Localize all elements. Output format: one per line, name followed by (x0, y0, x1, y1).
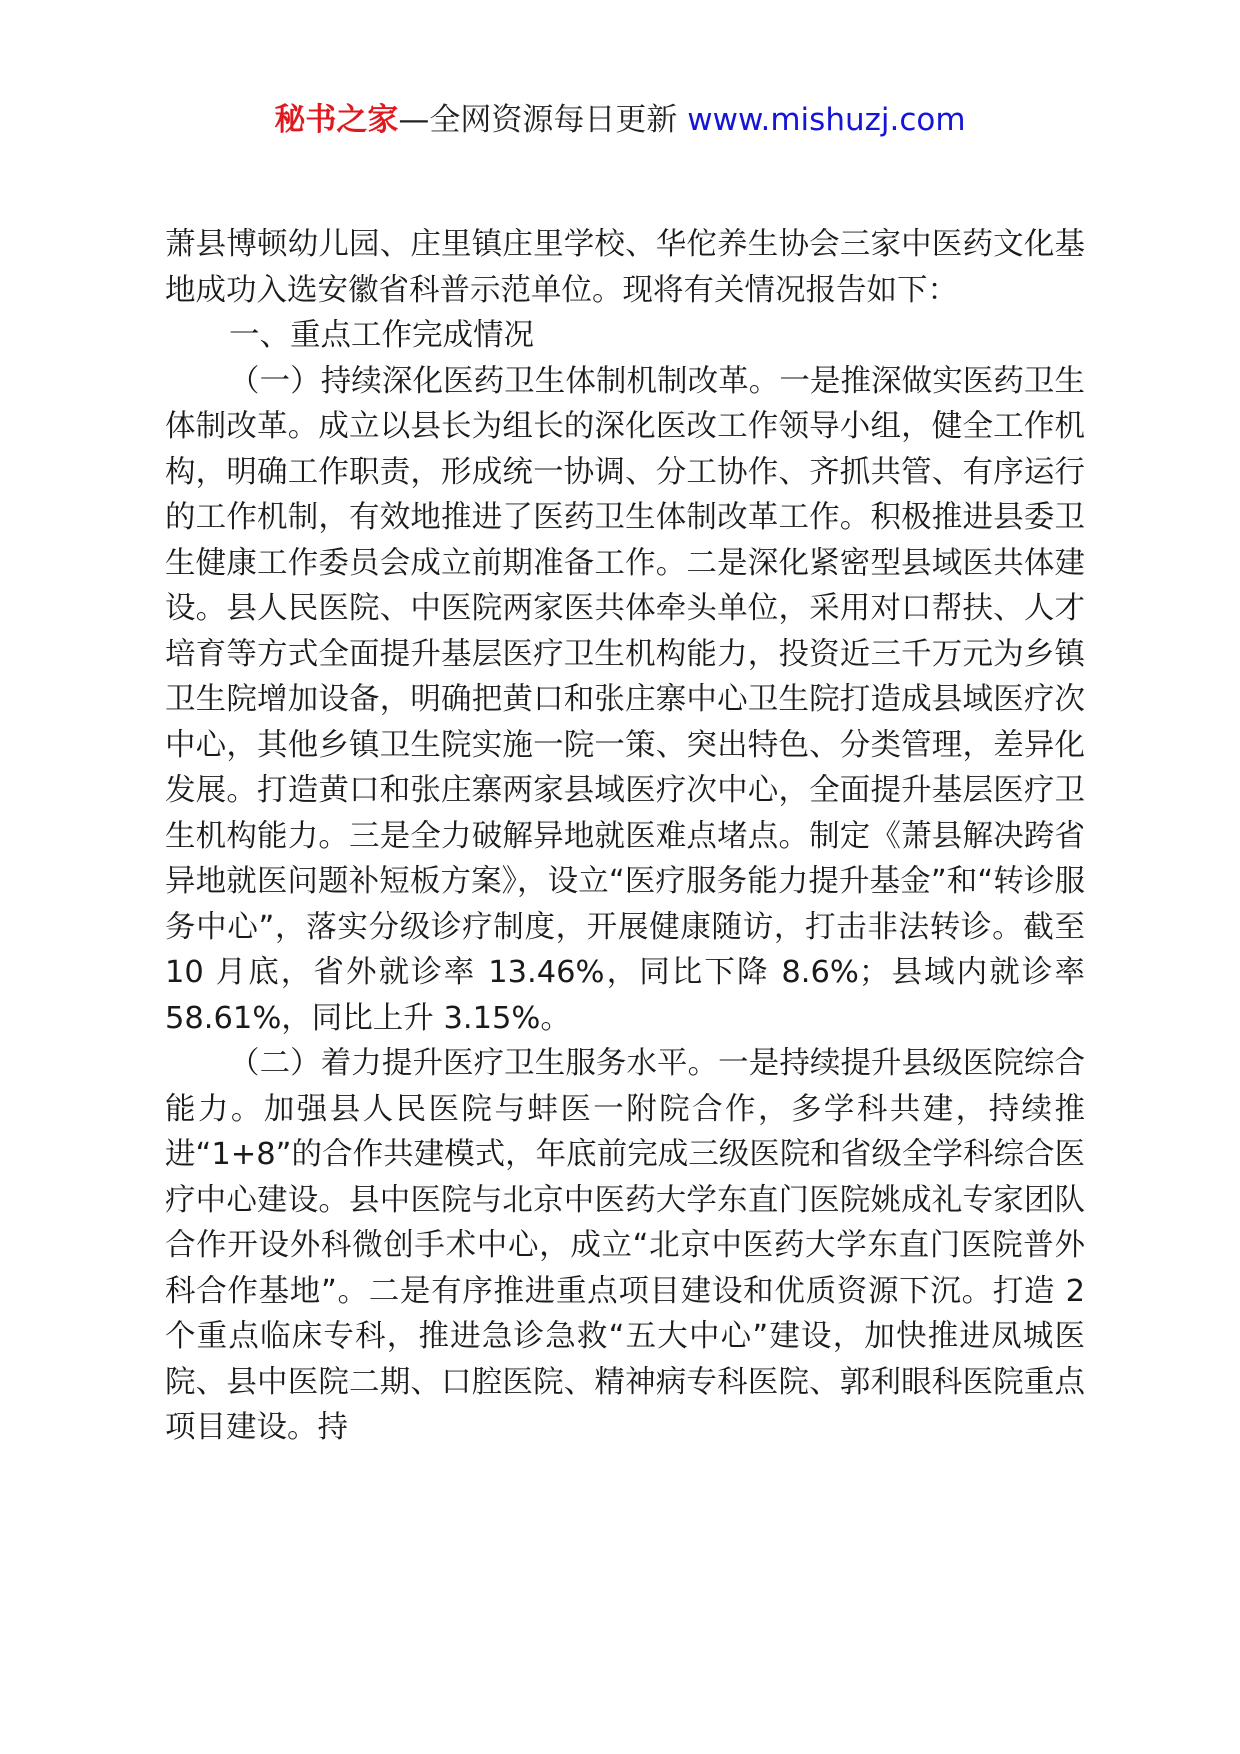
site-url-link[interactable]: www.mishuzj.com (687, 102, 966, 138)
document-body (165, 222, 1085, 1451)
section-heading: 一、重点工作完成情况 (229, 318, 534, 353)
site-tagline: —全网资源每日更新 (398, 102, 688, 138)
body-paragraph: （一）持续深化医药卫生体制机制改革。一是推深做实医药卫生体制改革。成立以县长为组长的深化医改工作领导小组，健全工作机构，明确工作职责，形成统一协调、分工协作、齐抓共管、有序运行的工作机制，有效地推进了医药卫生体制改革工作。积极推进县委卫生健康工作委员会成立前期准备工作。二是深化紧密型县域医共体建设。县人民医院、中医院两家医共体牵头单位，采用对口帮扶、人才培育等方式全面提升基层医疗卫生机构能力，投资近三千万元为乡镇卫生院增加设备，明确把黄口和张庄寨中心卫生院打造成县域医疗次中心，其他乡镇卫生院实施一院一策、突出特色、分类管理，差异化发展。打造黄口和张庄寨两家县域医疗次中心，全面提升基层医疗卫生机构能力。三是全力破解异地就医难点堵点。制定《萧县解决跨省异地就医问题补短板方案》，设立“医疗服务能力提升基金”和“转诊服务中心”，落实分级诊疗制度，开展健康随访，打击非法转诊。截至 10 月底，省外就诊率 13.46%，同比下降 8.6%；县域内就诊率 58.61%，同比上升 3.15%。 (165, 363, 1085, 1036)
body-paragraph: （二）着力提升医疗卫生服务水平。一是持续提升县级医院综合能力。加强县人民医院与蚌医一附院合作，多学科共建，持续推进“1+8”的合作共建模式，年底前完成三级医院和省级全学科综合医疗中心建设。县中医院与北京中医药大学东直门医院姚成礼专家团队合作开设外科微创手术中心，成立“北京中医药大学东直门医院普外科合作基地”。二是有序推进重点项目建设和优质资源下沉。打造 2 个重点临床专科，推进急诊急救“五大中心”建设，加快推进凤城医院、县中医院二期、口腔医院、精神病专科医院、郭利眼科医院重点项目建设。持 (165, 1046, 1085, 1445)
intro-paragraph: 萧县博顿幼儿园、庄里镇庄里学校、华佗养生协会三家中医药文化基地成功入选安徽省科普示范单位。现将有关情况报告如下： (165, 227, 1085, 308)
page-header (0, 98, 1240, 142)
site-brand: 秘书之家 (274, 102, 399, 138)
